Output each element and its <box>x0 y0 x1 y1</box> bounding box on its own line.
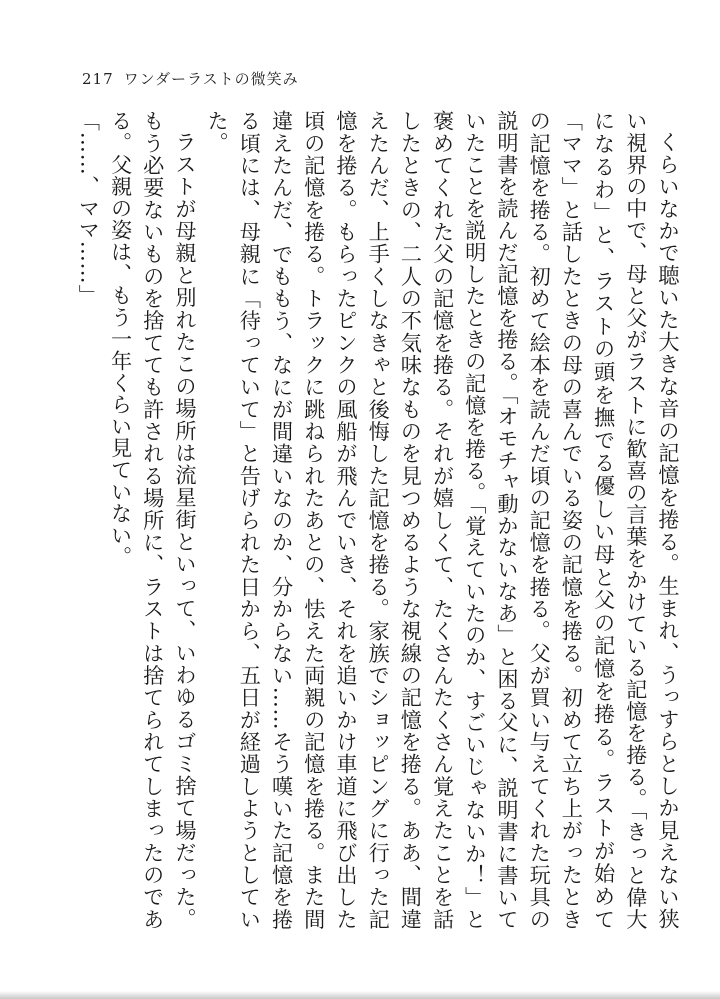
scan-bottom-edge <box>0 991 720 999</box>
chapter-title: ワンダーラストの微笑み <box>123 70 299 88</box>
running-header <box>82 68 299 89</box>
paragraph: ラストが母親と別れたこの場所は流星街といって、いわゆるゴミ捨て場だった。もう必要ないものを捨てても許される場所に、ラストは捨てられてしまったのである。父親の姿は、もう一年くらい見ていない。 <box>108 110 198 930</box>
page-number: 217 <box>82 70 114 88</box>
vertical-body-text <box>72 110 684 930</box>
dialogue-line: 「……、ママ……」 <box>76 110 102 307</box>
paragraph: くらいなかで聴いた大きな音の記憶を捲る。生まれ、うっすらとしか見えない狭い視界の中で、母と父がラストに歓喜の言葉をかけている記憶を捲る。「きっと偉大になるわ」と、ラストの頭を撫でる優しい母と父の記憶を捲る。ラストが始めて「ママ」と話したときの母の喜んでいる姿の記憶を捲る。初めて立ち上がったときの記憶を捲る。初めて絵本を読んだ頃の記憶を捲る。父が買い与えてくれた玩具の説明書を読んだ記憶を捲る。「オモチャ動かないなあ」と困る父に、説明書に書いていたことを説明したときの記憶を捲る。「覚えていたのか、すごいじゃないか！」と褒めてくれた父の記憶を捲る。それが嬉しくて、たくさんたくさん覚えたことを話したときの、二人の不気味なものを見つめるような視線の記憶を捲る。ああ、間違えたんだ、上手くしなきゃと後悔した記憶を捲る。家族でショッピングに行った記憶を捲る。もらったピンクの風船が飛んでいき、それを追いかけ車道に飛び出した頃の記憶を捲る。トラックに跳ねられたあとの、怯えた両親の記憶を捲る。また間違えたんだ、でももう、なにが間違いなのか、分からない……そう嘆いた記憶を捲る頃には、母親に「待っていて」と告げられた日から、五日が経過しようとしていた。 <box>205 110 681 930</box>
